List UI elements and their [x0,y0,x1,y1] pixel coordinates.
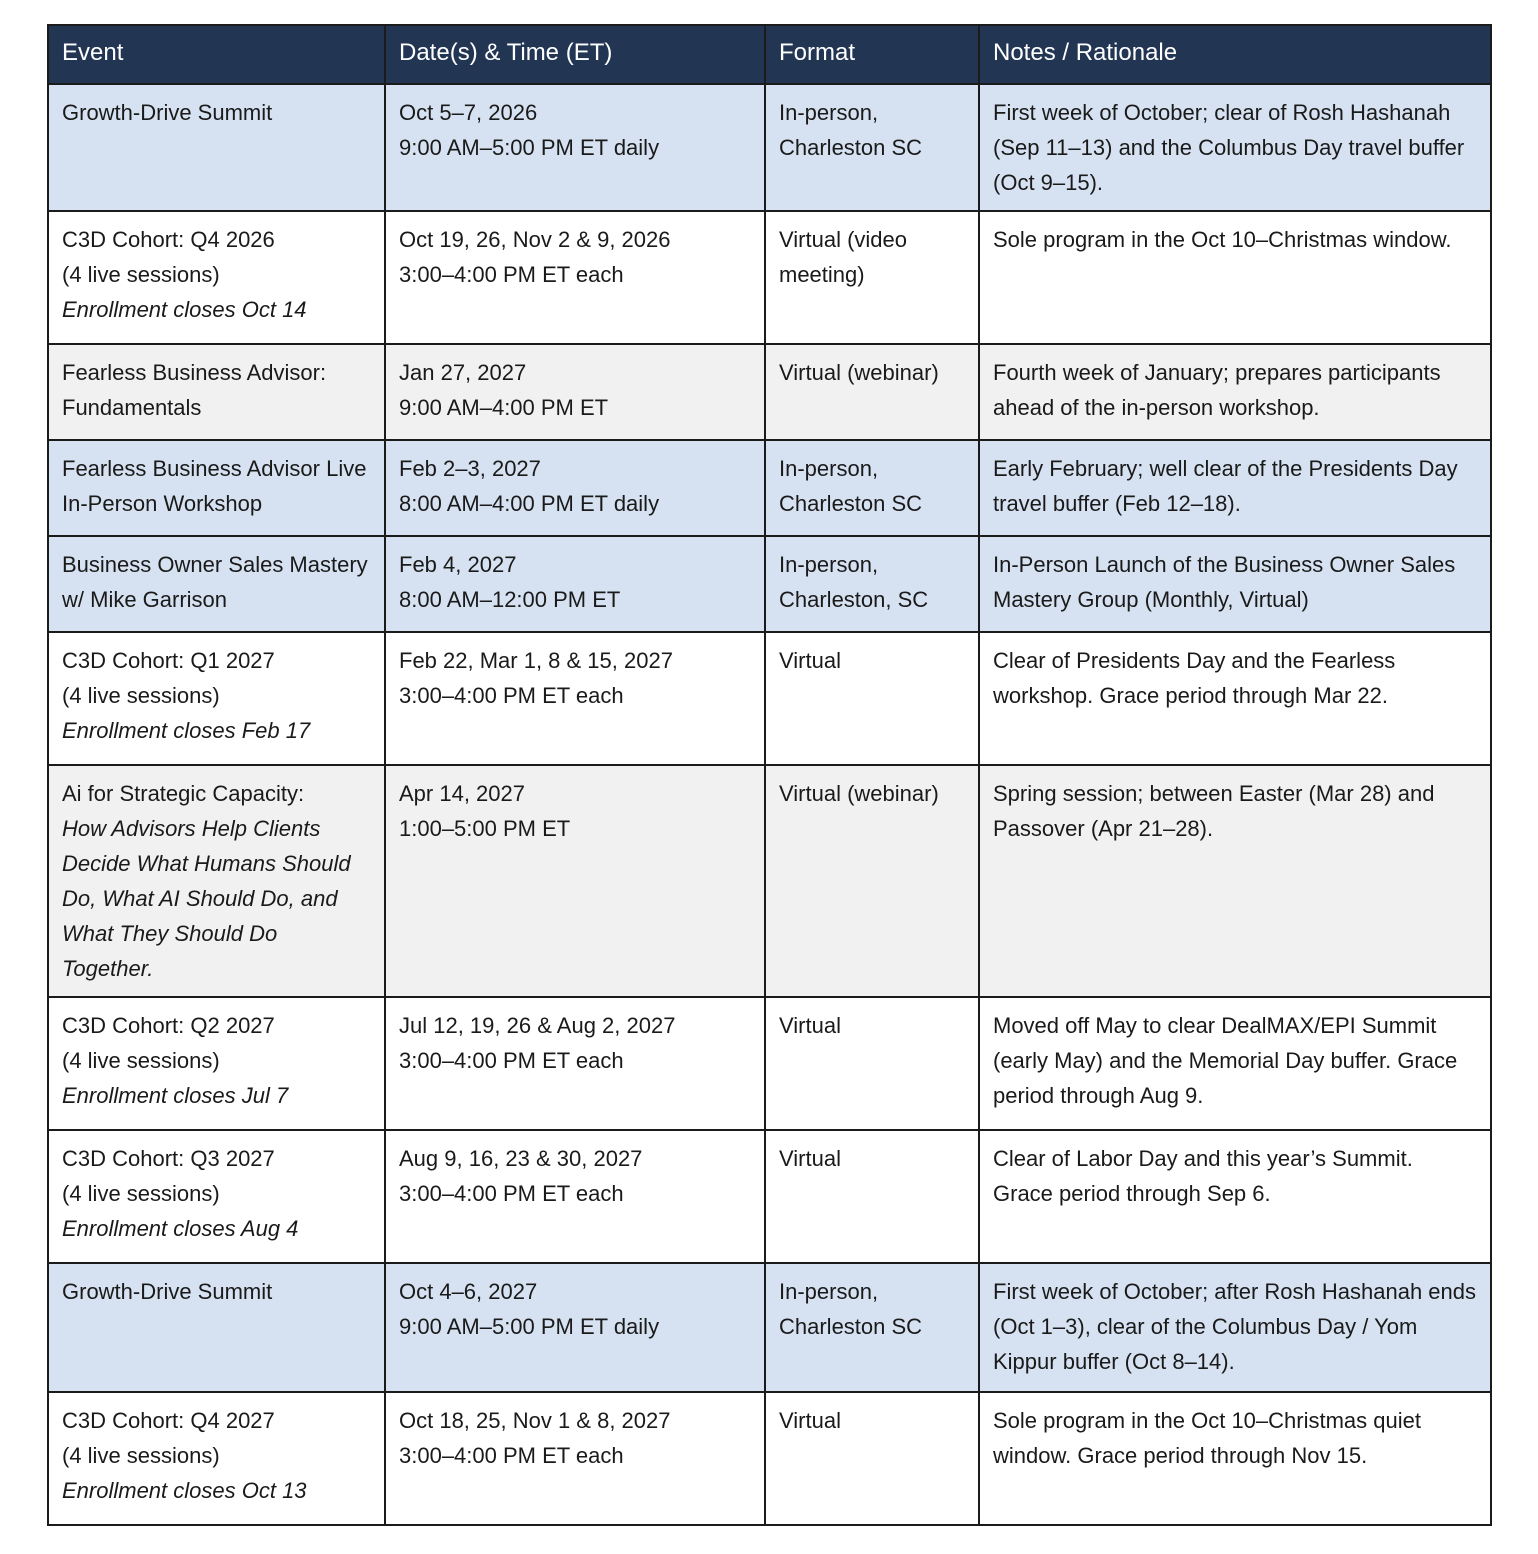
event-italic-line: Enrollment closes Aug 4 [62,1216,299,1241]
notes-cell: Early February; well clear of the Presidents Day travel buffer (Feb 12–18). [979,440,1491,536]
notes-cell: In-Person Launch of the Business Owner Sales Mastery Group (Monthly, Virtual) [979,536,1491,632]
format-cell: Virtual [765,1130,979,1263]
event-name-line: (4 live sessions) [62,1443,220,1468]
header-event: Event [48,25,385,84]
dates-cell [385,211,765,344]
event-cell [48,536,385,632]
event-name-line: C3D Cohort: Q1 2027 [62,648,275,673]
event-cell [48,632,385,765]
header-dates: Date(s) & Time (ET) [385,25,765,84]
event-name-line: Fearless Business Advisor Live In-Person Workshop [62,456,367,516]
table-row [48,997,1491,1130]
event-name-line: Fearless Business Advisor: Fundamentals [62,360,327,420]
format-cell: Virtual [765,632,979,765]
table-row [48,344,1491,440]
header-row [48,25,1491,84]
event-name-line: (4 live sessions) [62,1048,220,1073]
dates-cell [385,1130,765,1263]
table-row [48,84,1491,211]
notes-cell: Sole program in the Oct 10–Christmas quiet window. Grace period through Nov 15. [979,1392,1491,1525]
format-cell: In-person, Charleston SC [765,1263,979,1392]
header-format: Format [765,25,979,84]
dates-cell [385,440,765,536]
event-cell [48,344,385,440]
table-row [48,1263,1491,1392]
notes-cell: Fourth week of January; prepares participants ahead of the in-person workshop. [979,344,1491,440]
dates-cell [385,765,765,997]
time-line: 8:00 AM–4:00 PM ET daily [399,491,660,516]
format-cell: In-person, Charleston SC [765,440,979,536]
event-cell [48,1392,385,1525]
event-cell [48,1263,385,1392]
time-line: 1:00–5:00 PM ET [399,816,571,841]
format-cell: In-person, Charleston SC [765,84,979,211]
date-line: Feb 22, Mar 1, 8 & 15, 2027 [399,648,673,673]
event-italic-line: How Advisors Help Clients Decide What Humans Should Do, What AI Should Do, and What They Should Do Together. [62,816,351,981]
table-row [48,1130,1491,1263]
event-name-line: Business Owner Sales Mastery w/ Mike Garrison [62,552,368,612]
event-name-line: Ai for Strategic Capacity: [62,781,305,806]
time-line: 3:00–4:00 PM ET each [399,1443,624,1468]
event-italic-line: Enrollment closes Jul 7 [62,1083,289,1108]
time-line: 9:00 AM–5:00 PM ET daily [399,135,660,160]
event-cell [48,765,385,997]
event-italic-line: Enrollment closes Oct 14 [62,297,307,322]
table-row [48,632,1491,765]
time-line: 9:00 AM–5:00 PM ET daily [399,1314,660,1339]
format-cell: Virtual [765,1392,979,1525]
header-notes: Notes / Rationale [979,25,1491,84]
date-line: Feb 2–3, 2027 [399,456,541,481]
time-line: 3:00–4:00 PM ET each [399,262,624,287]
time-line: 3:00–4:00 PM ET each [399,1048,624,1073]
schedule-table [47,24,1492,1526]
dates-cell [385,536,765,632]
date-line: Oct 5–7, 2026 [399,100,538,125]
time-line: 3:00–4:00 PM ET each [399,1181,624,1206]
time-line: 3:00–4:00 PM ET each [399,683,624,708]
date-line: Jul 12, 19, 26 & Aug 2, 2027 [399,1013,676,1038]
time-line: 8:00 AM–12:00 PM ET [399,587,621,612]
table-row [48,440,1491,536]
format-cell: Virtual (webinar) [765,765,979,997]
event-name-line: C3D Cohort: Q2 2027 [62,1013,275,1038]
notes-cell: Moved off May to clear DealMAX/EPI Summit (early May) and the Memorial Day buffer. Grace period through Aug 9. [979,997,1491,1130]
table-row [48,536,1491,632]
notes-cell: Clear of Presidents Day and the Fearless workshop. Grace period through Mar 22. [979,632,1491,765]
table-row [48,211,1491,344]
format-cell: Virtual [765,997,979,1130]
date-line: Oct 18, 25, Nov 1 & 8, 2027 [399,1408,671,1433]
event-cell [48,997,385,1130]
event-name-line: C3D Cohort: Q3 2027 [62,1146,275,1171]
format-cell: Virtual (video meeting) [765,211,979,344]
date-line: Oct 4–6, 2027 [399,1279,538,1304]
format-cell: In-person, Charleston, SC [765,536,979,632]
dates-cell [385,1263,765,1392]
event-italic-line: Enrollment closes Feb 17 [62,718,311,743]
event-italic-line: Enrollment closes Oct 13 [62,1478,307,1503]
time-line: 9:00 AM–4:00 PM ET [399,395,609,420]
notes-cell: First week of October; clear of Rosh Hashanah (Sep 11–13) and the Columbus Day travel buffer (Oct 9–15). [979,84,1491,211]
event-name-line: (4 live sessions) [62,683,220,708]
event-name-line: Growth-Drive Summit [62,1279,273,1304]
date-line: Oct 19, 26, Nov 2 & 9, 2026 [399,227,671,252]
table-row [48,1392,1491,1525]
dates-cell [385,344,765,440]
dates-cell [385,632,765,765]
date-line: Jan 27, 2027 [399,360,527,385]
dates-cell [385,1392,765,1525]
notes-cell: Clear of Labor Day and this year’s Summit. Grace period through Sep 6. [979,1130,1491,1263]
event-name-line: (4 live sessions) [62,262,220,287]
event-name-line: C3D Cohort: Q4 2027 [62,1408,275,1433]
event-cell [48,440,385,536]
event-name-line: (4 live sessions) [62,1181,220,1206]
notes-cell: First week of October; after Rosh Hashanah ends (Oct 1–3), clear of the Columbus Day / Yom Kippur buffer (Oct 8–14). [979,1263,1491,1392]
event-name-line: C3D Cohort: Q4 2026 [62,227,275,252]
format-cell: Virtual (webinar) [765,344,979,440]
table-row [48,765,1491,997]
event-cell [48,211,385,344]
table-body [48,84,1491,1525]
event-name-line: Growth-Drive Summit [62,100,273,125]
event-cell [48,84,385,211]
notes-cell: Sole program in the Oct 10–Christmas window. [979,211,1491,344]
dates-cell [385,997,765,1130]
date-line: Apr 14, 2027 [399,781,525,806]
dates-cell [385,84,765,211]
date-line: Aug 9, 16, 23 & 30, 2027 [399,1146,643,1171]
date-line: Feb 4, 2027 [399,552,517,577]
event-cell [48,1130,385,1263]
notes-cell: Spring session; between Easter (Mar 28) and Passover (Apr 21–28). [979,765,1491,997]
